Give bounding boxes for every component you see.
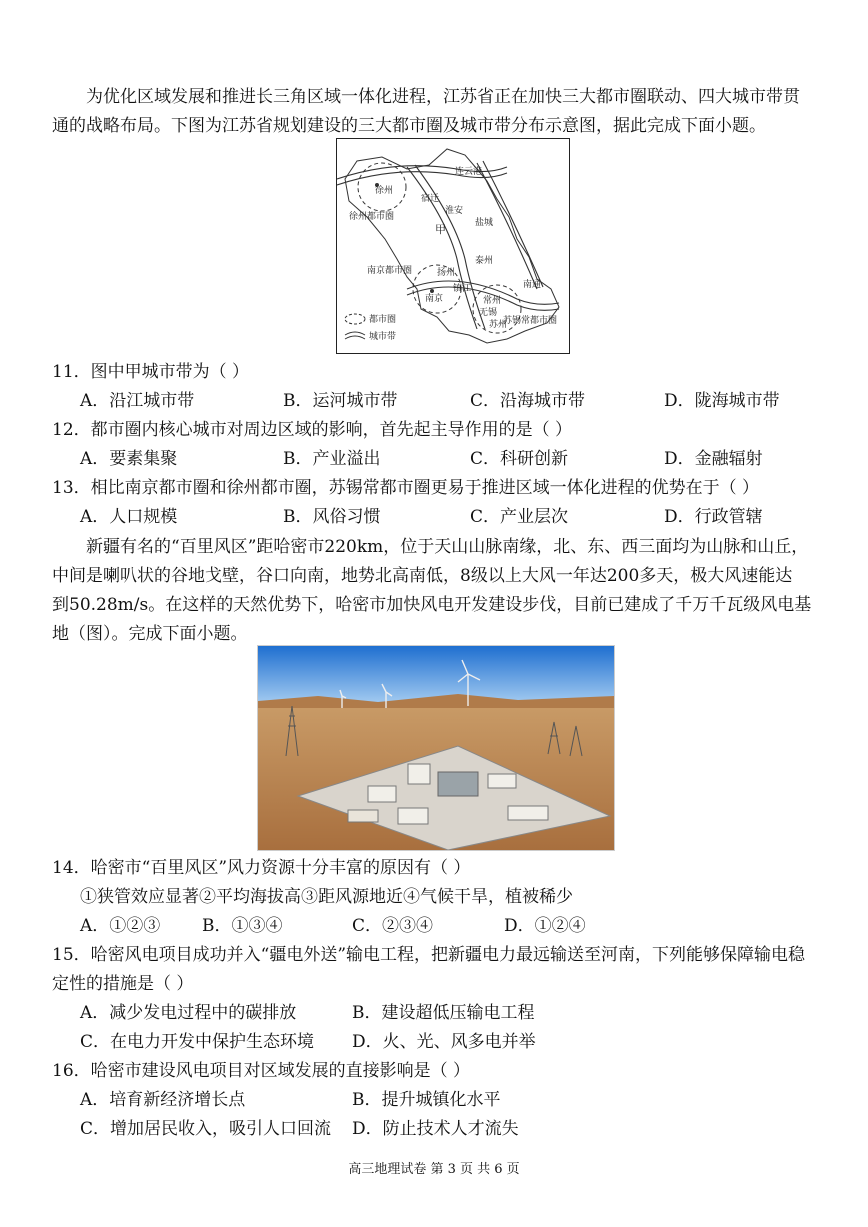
intro2-line3: 到50.28m/s。在这样的天然优势下，哈密市加快风电开发建设步伐，目前已建成了千万千瓦级风电基: [52, 595, 812, 615]
q14-option-b: B．①③④: [202, 916, 283, 936]
label-sxc-circle: 苏锡常都市圈: [503, 316, 558, 326]
q16-option-a: A．培育新经济增长点: [80, 1090, 246, 1110]
q12-option-a: A．要素集聚: [80, 449, 178, 469]
q12-option-d: D．金融辐射: [664, 449, 763, 469]
q11-option-b: B．运河城市带: [283, 391, 398, 411]
legend-belt-symbol-a: [345, 332, 365, 335]
q16-stem: 16．哈密市建设风电项目对区域发展的直接影响是（ ）: [52, 1061, 471, 1081]
intro2-line1: 新疆有名的“百里风区”距哈密市220km，位于天山山脉南缘，北、东、西三面均为山脉和山丘，: [86, 537, 809, 557]
q11-option-a: A．沿江城市带: [80, 391, 195, 411]
jiangsu-map-svg: [337, 139, 569, 353]
label-xuzhou-circle: 徐州都市圈: [349, 212, 395, 222]
label-yangzhou: 扬州: [437, 268, 456, 278]
q14-stem: 14．哈密市“百里风区”风力资源十分丰富的原因有（ ）: [52, 858, 471, 878]
label-huaian: 淮安: [445, 206, 464, 216]
q13-option-d: D．行政管辖: [664, 507, 763, 527]
q14-option-c: C．②③④: [352, 916, 434, 936]
q13-option-b: B．风俗习惯: [283, 507, 381, 527]
q12-option-b: B．产业溢出: [283, 449, 381, 469]
label-lianyungang: 连云港: [455, 167, 483, 177]
q12-stem: 12．都市圈内核心城市对周边区域的影响，首先起主导作用的是（ ）: [52, 420, 573, 440]
q14-option-a: A．①②③: [80, 916, 161, 936]
label-nanjing: 南京: [425, 294, 444, 304]
label-nanjing-circle: 南京都市圈: [367, 266, 413, 276]
q14-items: ①狭管效应显著②平均海拔高③距风源地近④气候干旱，植被稀少: [80, 887, 573, 907]
q15-stem-line2: 定性的措施是（ ）: [52, 974, 194, 994]
q15-option-c: C．在电力开发中保护生态环境: [80, 1032, 315, 1052]
label-xuzhou: 徐州: [375, 186, 394, 196]
q12-option-c: C．科研创新: [470, 449, 569, 469]
q14-option-d: D．①②④: [504, 916, 586, 936]
label-changzhou: 常州: [483, 296, 502, 306]
province-outline: [345, 149, 559, 343]
q16-option-d: D．防止技术人才流失: [352, 1119, 519, 1139]
wind-farm-photo: [257, 645, 615, 851]
legend-belt-symbol-b: [345, 336, 365, 339]
label-yancheng: 盐城: [475, 218, 494, 228]
intro1-line1: 为优化区域发展和推进长三角区域一体化进程，江苏省正在加快三大都市圈联动、四大城市带贯: [86, 87, 800, 107]
intro2-line2: 中间是喇叭状的谷地戈壁，谷口向南，地势北高南低，8级以上大风一年达200多天，极大风速能达: [52, 566, 793, 586]
q13-option-c: C．产业层次: [470, 507, 569, 527]
label-suqian: 宿迁: [421, 194, 440, 204]
jiangsu-map: [336, 138, 570, 354]
legend-belt-label: 城市带: [369, 332, 397, 342]
q13-option-a: A．人口规模: [80, 507, 178, 527]
q11-option-d: D．陇海城市带: [664, 391, 780, 411]
label-taizhou: 泰州: [475, 256, 494, 266]
label-suzhou: 苏州: [489, 320, 508, 330]
q11-option-c: C．沿海城市带: [470, 391, 586, 411]
q11-stem: 11．图中甲城市带为（ ）: [52, 362, 250, 382]
q13-stem: 13．相比南京都市圈和徐州都市圈，苏锡常都市圈更易于推进区域一体化进程的优势在于（ ）: [52, 478, 760, 498]
page-footer: 高三地理试卷 第 3 页 共 6 页: [348, 1162, 520, 1177]
q16-option-c: C．增加居民收入，吸引人口回流: [80, 1119, 332, 1139]
q15-option-a: A．减少发电过程中的碳排放: [80, 1003, 297, 1023]
q16-option-b: B．提升城镇化水平: [352, 1090, 501, 1110]
legend-circle-label: 都市圈: [369, 315, 397, 325]
label-nantong: 南通: [523, 280, 542, 290]
belt-canal-a: [407, 167, 477, 329]
label-jia: 甲: [435, 223, 446, 236]
legend-circle-symbol: [345, 314, 365, 324]
intro1-line2: 通的战略布局。下图为江苏省规划建设的三大都市圈及城市带分布示意图，据此完成下面小题。: [52, 116, 766, 136]
q15-stem-line1: 15．哈密风电项目成功并入“疆电外送”输电工程，把新疆电力最远输送至河南，下列能够保障输电稳: [52, 945, 806, 965]
nanjing-dot: [430, 289, 434, 293]
q15-option-d: D．火、光、风多电并举: [352, 1032, 536, 1052]
intro2-line4: 地（图）。完成下面小题。: [52, 624, 248, 644]
q15-option-b: B．建设超低压输电工程: [352, 1003, 535, 1023]
label-wuxi: 无锡: [479, 308, 498, 318]
label-zhenjiang: 镇江: [453, 284, 472, 294]
wind-farm-svg: [258, 646, 614, 850]
belt-canal-b: [415, 165, 485, 329]
